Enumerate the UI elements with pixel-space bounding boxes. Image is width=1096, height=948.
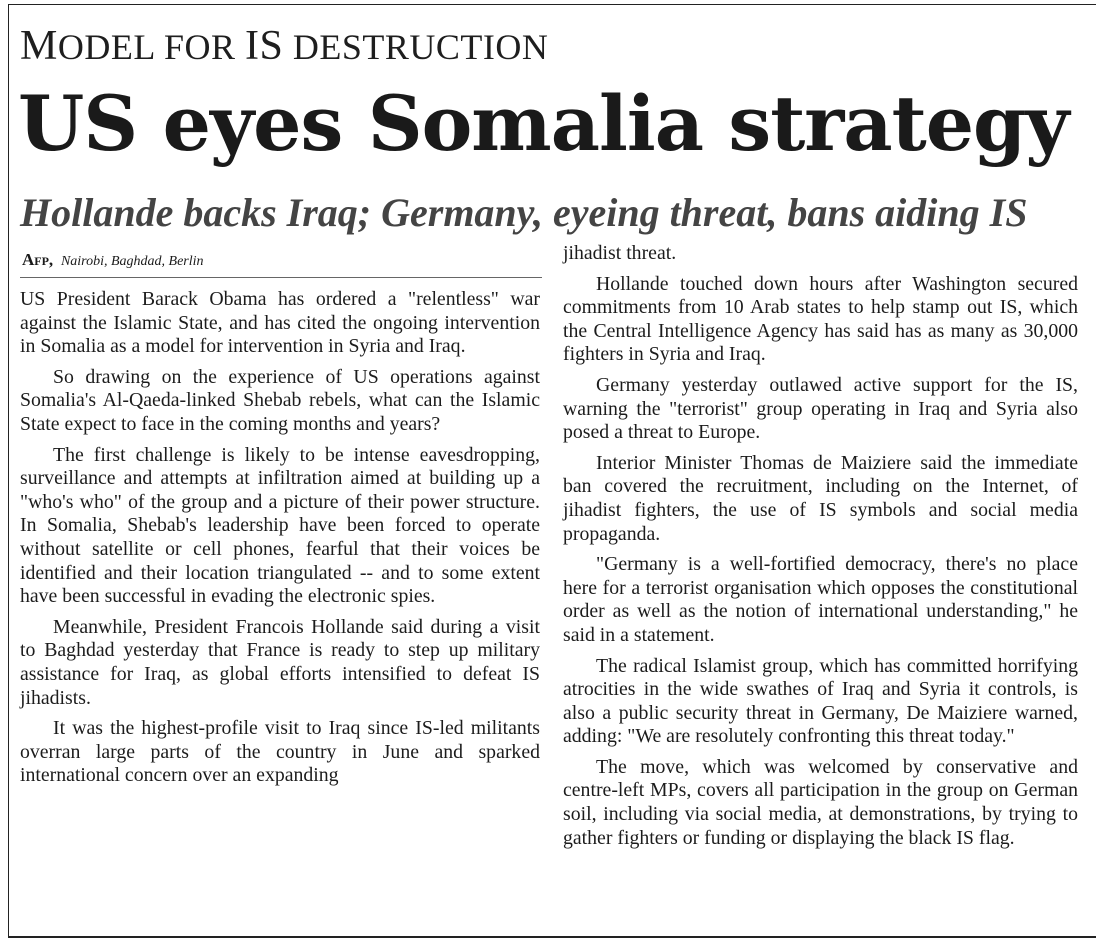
kicker-rest-1: ODEL FOR	[57, 27, 246, 67]
article-deck: Hollande backs Iraq; Germany, eyeing threat, bans aiding IS	[20, 190, 1028, 235]
article-byline	[22, 250, 204, 272]
article-column-left	[20, 288, 540, 795]
clipping-top-border	[8, 4, 1096, 5]
byline-places: Nairobi, Baghdad, Berlin	[60, 254, 204, 269]
byline-agency: Afp,	[22, 250, 54, 269]
clipping-bottom-border	[8, 936, 1096, 938]
article-headline: US eyes Somalia strategy	[18, 79, 1069, 168]
paragraph: The move, which was welcomed by conservative and centre-left MPs, covers all participation in the group on German soil, including via social media, at demonstrations, by trying to gather fighters or funding or displaying the black IS flag.	[563, 755, 1078, 849]
byline-divider	[20, 277, 542, 278]
article-column-right	[563, 242, 1078, 857]
paragraph: Germany yesterday outlawed active support for the IS, warning the "terrorist" group operating in Iraq and Syria also posed a threat to Europe.	[563, 373, 1078, 444]
paragraph: Interior Minister Thomas de Maiziere said the immediate ban covered the recruitment, including on the Internet, of jihadist fighters, the use of IS symbols and social media propaganda.	[563, 451, 1078, 545]
paragraph: Meanwhile, President Francois Hollande said during a visit to Baghdad yesterday that France is ready to step up military assistance for Iraq, as global efforts intensified to defeat IS jihadists.	[20, 615, 540, 709]
clipping-left-border	[8, 4, 9, 938]
paragraph: "Germany is a well-fortified democracy, there's no place here for a terrorist organisation which opposes the constitutional order as well as the notion of international understanding," he said in a statement.	[563, 553, 1078, 646]
kicker-acronym: IS	[245, 23, 284, 69]
paragraph: US President Barack Obama has ordered a "relentless" war against the Islamic State, and has cited the ongoing intervention in Somalia as a model for intervention in Syria and Iraq.	[20, 288, 540, 358]
article-kicker	[20, 22, 548, 71]
paragraph: jihadist threat.	[563, 242, 677, 264]
paragraph: Hollande touched down hours after Washington secured commitments from 10 Arab states to help stamp out IS, which the Central Intelligence Agency has said has as many as 30,000 fighters in Syria and Iraq.	[563, 272, 1078, 366]
kicker-rest-2: DESTRUCTION	[283, 27, 549, 67]
paragraph: So drawing on the experience of US operations against Somalia's Al-Qaeda-linked Shebab rebels, what can the Islamic State expect to face in the coming months and years?	[20, 365, 540, 435]
paragraph: The radical Islamist group, which has committed horrifying atrocities in the wide swathes of Iraq and Syria it controls, is also a public security threat in Germany, De Maiziere warned, adding: "We are resolutely confronting this threat today."	[563, 654, 1078, 748]
paragraph: It was the highest-profile visit to Iraq since IS-led militants overran large parts of the country in June and sparked international concern over an expanding	[20, 717, 540, 787]
kicker-first-letter: M	[20, 23, 58, 69]
paragraph: The first challenge is likely to be intense eavesdropping, surveillance and attempts at infiltration aimed at building up a "who's who" of the group and a picture of their power structure. In Somalia, Shebab's leadership have been forced to operate without satellite or cell phones, fearful that their voices be identified and their location triangulated -- and to some extent have been successful in evading the electronic spies.	[20, 443, 540, 608]
